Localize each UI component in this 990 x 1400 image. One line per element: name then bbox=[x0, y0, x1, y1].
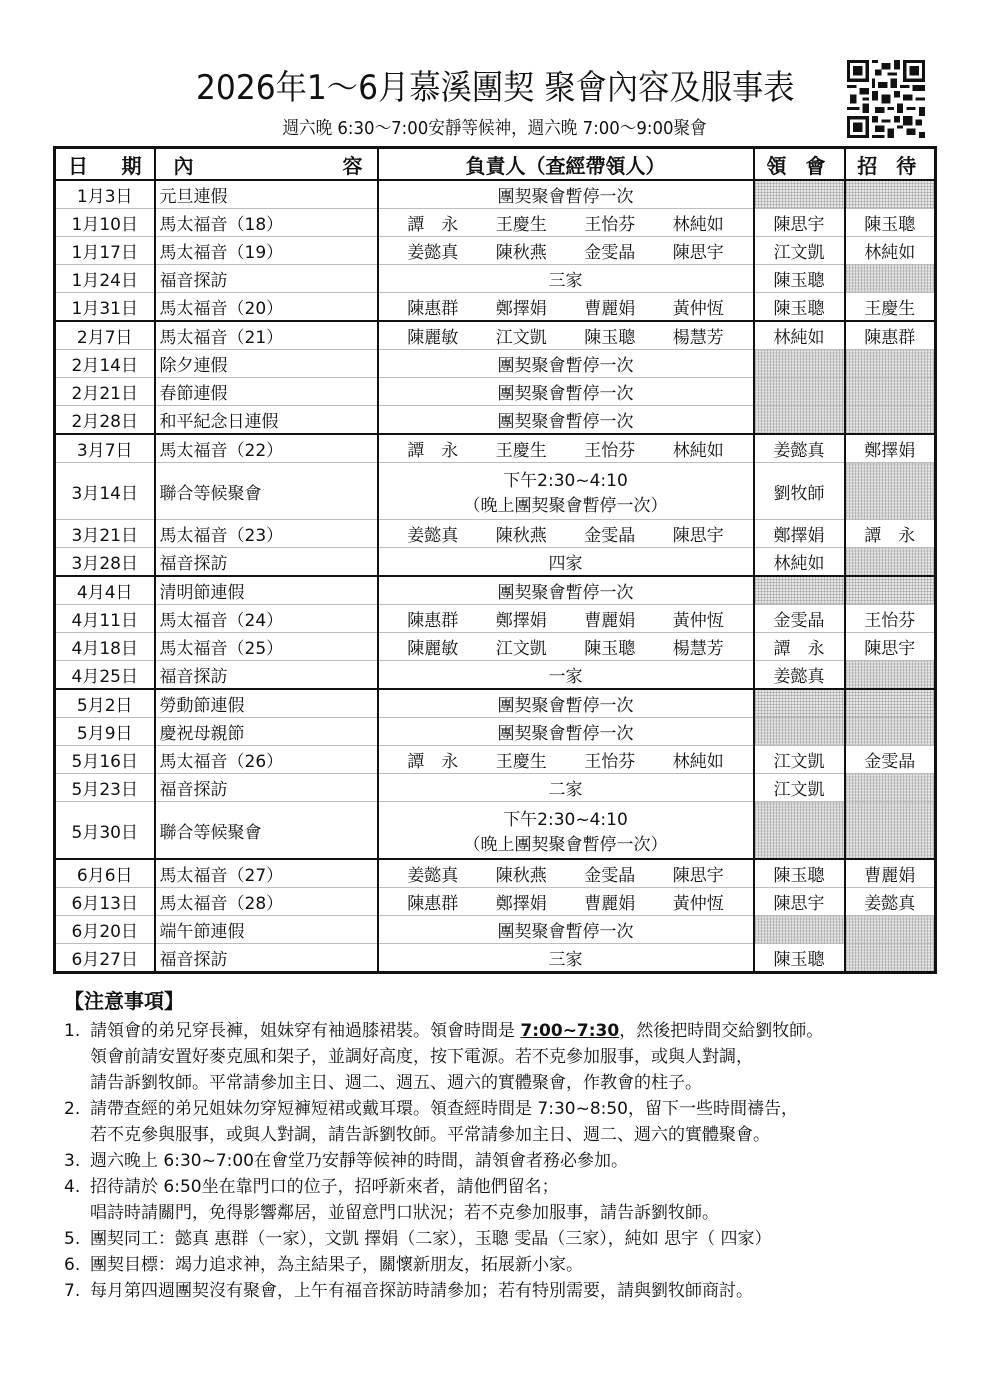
responsible-note: 下午2:30~4:10 bbox=[503, 810, 628, 830]
responsible-name: 姜懿真 bbox=[407, 866, 459, 886]
responsible-name: 姜懿真 bbox=[407, 526, 459, 546]
responsible-cell bbox=[378, 746, 754, 774]
table-header-row bbox=[55, 148, 936, 181]
note-item bbox=[64, 1226, 944, 1252]
host-cell bbox=[845, 576, 936, 605]
content-cell: 元旦連假 bbox=[155, 180, 378, 209]
table-row bbox=[55, 180, 936, 209]
responsible-name: 黃仲恆 bbox=[672, 299, 724, 319]
col-header-date-b: 期 bbox=[121, 153, 142, 178]
content-cell: 和平紀念日連假 bbox=[155, 406, 378, 435]
lead-cell: 鄭擇娟 bbox=[754, 520, 845, 548]
table-row bbox=[55, 661, 936, 690]
table-row bbox=[55, 265, 936, 293]
table-row bbox=[55, 463, 936, 520]
lead-cell: 江文凱 bbox=[754, 746, 845, 774]
responsible-name: 楊慧芳 bbox=[672, 639, 724, 659]
responsible-name: 江文凱 bbox=[495, 328, 547, 348]
responsible-name: 王慶生 bbox=[495, 441, 547, 461]
date-cell: 3月14日 bbox=[55, 463, 155, 520]
host-cell bbox=[845, 265, 936, 293]
responsible-note: 團契聚會暫停一次 bbox=[497, 724, 634, 744]
lead-cell: 林純如 bbox=[754, 321, 845, 350]
responsible-name: 陳秋燕 bbox=[495, 866, 547, 886]
responsible-cell bbox=[378, 209, 754, 237]
host-cell bbox=[845, 944, 936, 973]
note-item bbox=[64, 1148, 944, 1174]
table-row bbox=[55, 576, 936, 605]
host-cell bbox=[845, 406, 936, 435]
responsible-cell bbox=[378, 605, 754, 633]
responsible-names bbox=[379, 634, 753, 659]
content-cell: 除夕連假 bbox=[155, 350, 378, 378]
responsible-name: 譚 永 bbox=[407, 441, 459, 461]
table-row bbox=[55, 520, 936, 548]
date-cell: 4月11日 bbox=[55, 605, 155, 633]
host-cell bbox=[845, 180, 936, 209]
lead-cell bbox=[754, 802, 845, 860]
host-cell: 曹麗娟 bbox=[845, 859, 936, 888]
responsible-names bbox=[379, 606, 753, 631]
responsible-name: 王慶生 bbox=[495, 215, 547, 235]
host-cell bbox=[845, 916, 936, 944]
table-row bbox=[55, 718, 936, 746]
host-cell bbox=[845, 689, 936, 718]
date-cell: 1月24日 bbox=[55, 265, 155, 293]
date-cell: 5月16日 bbox=[55, 746, 155, 774]
responsible-cell bbox=[378, 350, 754, 378]
lead-cell bbox=[754, 576, 845, 605]
responsible-note: 團契聚會暫停一次 bbox=[497, 922, 634, 942]
content-cell: 馬太福音（20） bbox=[155, 293, 378, 322]
responsible-name: 陳玉聰 bbox=[584, 328, 636, 348]
date-cell: 2月21日 bbox=[55, 378, 155, 406]
responsible-note: 三家 bbox=[548, 950, 583, 970]
notes-section bbox=[64, 985, 944, 1304]
schedule-table bbox=[53, 146, 937, 974]
host-cell bbox=[845, 718, 936, 746]
content-cell: 福音探訪 bbox=[155, 774, 378, 802]
date-cell: 5月2日 bbox=[55, 689, 155, 718]
responsible-names bbox=[379, 210, 753, 235]
date-cell: 2月7日 bbox=[55, 321, 155, 350]
note-line: 唱詩時請關門，免得影響鄰居，並留意門口狀況；若不克參加服事，請告訴劉牧師。 bbox=[90, 1203, 719, 1223]
responsible-name: 曹麗娟 bbox=[584, 894, 636, 914]
lead-cell: 陳玉聰 bbox=[754, 293, 845, 322]
responsible-name: 黃仲恆 bbox=[672, 894, 724, 914]
host-cell bbox=[845, 463, 936, 520]
responsible-name: 陳惠群 bbox=[407, 611, 459, 631]
responsible-name: 姜懿真 bbox=[407, 243, 459, 263]
responsible-cell bbox=[378, 237, 754, 265]
col-header-date bbox=[55, 148, 155, 181]
date-cell: 5月9日 bbox=[55, 718, 155, 746]
date-cell: 5月30日 bbox=[55, 802, 155, 860]
lead-cell bbox=[754, 689, 845, 718]
content-cell: 馬太福音（26） bbox=[155, 746, 378, 774]
lead-cell bbox=[754, 180, 845, 209]
responsible-name: 陳玉聰 bbox=[584, 639, 636, 659]
page-subtitle bbox=[0, 114, 990, 140]
responsible-cell bbox=[378, 576, 754, 605]
responsible-name: 林純如 bbox=[672, 215, 724, 235]
responsible-cell bbox=[378, 859, 754, 888]
table-row bbox=[55, 321, 936, 350]
content-cell: 清明節連假 bbox=[155, 576, 378, 605]
table-row bbox=[55, 406, 936, 435]
host-cell bbox=[845, 661, 936, 690]
responsible-note: 團契聚會暫停一次 bbox=[497, 384, 634, 404]
lead-cell: 陳思宇 bbox=[754, 888, 845, 916]
lead-cell bbox=[754, 718, 845, 746]
responsible-names bbox=[379, 294, 753, 319]
table-row bbox=[55, 888, 936, 916]
responsible-note: 一家 bbox=[548, 667, 583, 687]
content-cell: 馬太福音（18） bbox=[155, 209, 378, 237]
responsible-cell bbox=[378, 434, 754, 463]
date-cell: 4月4日 bbox=[55, 576, 155, 605]
note-number: 5. bbox=[64, 1229, 81, 1249]
note-number: 2. bbox=[64, 1099, 81, 1119]
responsible-cell bbox=[378, 321, 754, 350]
note-item bbox=[64, 1278, 944, 1304]
lead-cell: 陳玉聰 bbox=[754, 944, 845, 973]
host-cell: 陳玉聰 bbox=[845, 209, 936, 237]
host-cell bbox=[845, 350, 936, 378]
table-row bbox=[55, 802, 936, 860]
responsible-name: 陳惠群 bbox=[407, 894, 459, 914]
table-row bbox=[55, 293, 936, 322]
responsible-names bbox=[379, 889, 753, 914]
responsible-names bbox=[379, 238, 753, 263]
responsible-name: 林純如 bbox=[672, 441, 724, 461]
content-cell: 福音探訪 bbox=[155, 265, 378, 293]
responsible-name: 陳麗敏 bbox=[407, 639, 459, 659]
content-cell: 聯合等候聚會 bbox=[155, 802, 378, 860]
responsible-cell bbox=[378, 180, 754, 209]
responsible-names bbox=[379, 521, 753, 546]
note-item bbox=[64, 1252, 944, 1278]
content-cell: 馬太福音（22） bbox=[155, 434, 378, 463]
host-cell: 王怡芬 bbox=[845, 605, 936, 633]
responsible-cell bbox=[378, 520, 754, 548]
host-cell: 譚 永 bbox=[845, 520, 936, 548]
lead-cell: 陳思宇 bbox=[754, 209, 845, 237]
lead-cell: 姜懿真 bbox=[754, 434, 845, 463]
table-row bbox=[55, 859, 936, 888]
host-cell bbox=[845, 378, 936, 406]
qr-code-icon bbox=[847, 60, 925, 138]
host-cell: 王慶生 bbox=[845, 293, 936, 322]
host-cell: 鄭擇娟 bbox=[845, 434, 936, 463]
table-row bbox=[55, 774, 936, 802]
table-row bbox=[55, 605, 936, 633]
responsible-name: 林純如 bbox=[672, 752, 724, 772]
responsible-note: 團契聚會暫停一次 bbox=[497, 583, 634, 603]
responsible-name: 王慶生 bbox=[495, 752, 547, 772]
date-cell: 5月23日 bbox=[55, 774, 155, 802]
col-header-content-a: 內 bbox=[173, 153, 194, 178]
responsible-name: 譚 永 bbox=[407, 215, 459, 235]
responsible-names bbox=[379, 747, 753, 772]
note-line: 週六晚上 6:30~7:00在會堂乃安靜等候神的時間，請領會者務必參加。 bbox=[90, 1151, 628, 1171]
responsible-note: 團契聚會暫停一次 bbox=[497, 412, 634, 432]
responsible-cell bbox=[378, 406, 754, 435]
note-number: 6. bbox=[64, 1255, 81, 1275]
content-cell: 馬太福音（23） bbox=[155, 520, 378, 548]
lead-cell: 陳玉聰 bbox=[754, 265, 845, 293]
table-row bbox=[55, 548, 936, 577]
title-text: 2026年1～6月慕溪團契 聚會內容及服事表 bbox=[195, 68, 795, 108]
responsible-cell bbox=[378, 718, 754, 746]
responsible-name: 鄭擇娟 bbox=[495, 299, 547, 319]
responsible-note: 四家 bbox=[548, 554, 583, 574]
responsible-note: 二家 bbox=[548, 780, 583, 800]
content-cell: 馬太福音（27） bbox=[155, 859, 378, 888]
responsible-cell bbox=[378, 944, 754, 973]
date-cell: 4月18日 bbox=[55, 633, 155, 661]
responsible-name: 曹麗娟 bbox=[584, 299, 636, 319]
note-number: 7. bbox=[64, 1281, 81, 1301]
responsible-name: 陳思宇 bbox=[672, 866, 724, 886]
date-cell: 6月20日 bbox=[55, 916, 155, 944]
table-row bbox=[55, 378, 936, 406]
col-header-lead: 領 會 bbox=[754, 148, 845, 181]
responsible-cell bbox=[378, 661, 754, 690]
host-cell bbox=[845, 774, 936, 802]
date-cell: 1月17日 bbox=[55, 237, 155, 265]
responsible-cell bbox=[378, 548, 754, 577]
note-number: 3. bbox=[64, 1151, 81, 1171]
responsible-note: 團契聚會暫停一次 bbox=[497, 356, 634, 376]
content-cell: 端午節連假 bbox=[155, 916, 378, 944]
date-cell: 1月3日 bbox=[55, 180, 155, 209]
content-cell: 馬太福音（21） bbox=[155, 321, 378, 350]
highlighted-time: 7:00~7:30 bbox=[520, 1021, 620, 1041]
responsible-name: 江文凱 bbox=[495, 639, 547, 659]
date-cell: 2月14日 bbox=[55, 350, 155, 378]
responsible-name: 陳秋燕 bbox=[495, 526, 547, 546]
col-header-content bbox=[155, 148, 378, 181]
host-cell: 陳思宇 bbox=[845, 633, 936, 661]
content-cell: 春節連假 bbox=[155, 378, 378, 406]
date-cell: 4月25日 bbox=[55, 661, 155, 690]
content-cell: 慶祝母親節 bbox=[155, 718, 378, 746]
responsible-cell bbox=[378, 293, 754, 322]
responsible-note: 團契聚會暫停一次 bbox=[497, 187, 634, 207]
responsible-name: 黃仲恆 bbox=[672, 611, 724, 631]
responsible-names bbox=[379, 436, 753, 461]
table-row bbox=[55, 209, 936, 237]
note-line: 請帶查經的弟兄姐妹勿穿短褲短裙或戴耳環。領查經時間是 7:30~8:50，留下一些時間禱告， bbox=[90, 1099, 798, 1119]
note-item bbox=[64, 1174, 944, 1226]
lead-cell: 江文凱 bbox=[754, 774, 845, 802]
table-row bbox=[55, 916, 936, 944]
col-header-content-b: 容 bbox=[342, 153, 363, 178]
responsible-name: 金雯晶 bbox=[584, 866, 636, 886]
responsible-name: 楊慧芳 bbox=[672, 328, 724, 348]
responsible-note-2: （晚上團契聚會暫停一次） bbox=[463, 496, 668, 516]
table-row bbox=[55, 689, 936, 718]
lead-cell: 姜懿真 bbox=[754, 661, 845, 690]
responsible-cell bbox=[378, 888, 754, 916]
note-item bbox=[64, 1018, 944, 1096]
note-line: 團契同工：懿真 惠群（一家），文凱 擇娟（二家），玉聰 雯晶（三家），純如 思宇（ 四家） bbox=[90, 1229, 772, 1249]
responsible-name: 譚 永 bbox=[407, 752, 459, 772]
date-cell: 1月10日 bbox=[55, 209, 155, 237]
host-cell bbox=[845, 548, 936, 577]
date-cell: 3月21日 bbox=[55, 520, 155, 548]
date-cell: 6月13日 bbox=[55, 888, 155, 916]
date-cell: 2月28日 bbox=[55, 406, 155, 435]
note-line: 領會前請安置好麥克風和架子，並調好高度，按下電源。若不克參加服事，或與人對調， bbox=[90, 1047, 753, 1067]
note-line: 請領會的弟兄穿長褲，姐妹穿有袖過膝裙裝。領會時間是 7:00~7:30，然後把時間交給劉牧師。 bbox=[90, 1021, 824, 1041]
responsible-cell bbox=[378, 463, 754, 520]
responsible-name: 王怡芬 bbox=[584, 752, 636, 772]
note-number: 4. bbox=[64, 1177, 81, 1197]
responsible-names bbox=[379, 323, 753, 348]
responsible-note: 三家 bbox=[548, 271, 583, 291]
content-cell: 福音探訪 bbox=[155, 661, 378, 690]
responsible-name: 陳思宇 bbox=[672, 243, 724, 263]
note-line: 請告訴劉牧師。平常請參加主日、週二、週五、週六的實體聚會，作教會的柱子。 bbox=[90, 1073, 702, 1093]
responsible-name: 陳秋燕 bbox=[495, 243, 547, 263]
content-cell: 馬太福音（25） bbox=[155, 633, 378, 661]
content-cell: 馬太福音（28） bbox=[155, 888, 378, 916]
lead-cell: 林純如 bbox=[754, 548, 845, 577]
responsible-cell bbox=[378, 689, 754, 718]
responsible-cell bbox=[378, 802, 754, 860]
content-cell: 福音探訪 bbox=[155, 944, 378, 973]
host-cell: 林純如 bbox=[845, 237, 936, 265]
note-line: 招待請於 6:50坐在靠門口的位子，招呼新來者，請他們留名； bbox=[90, 1177, 559, 1197]
lead-cell bbox=[754, 916, 845, 944]
responsible-cell bbox=[378, 774, 754, 802]
col-header-date-a: 日 bbox=[68, 153, 88, 178]
responsible-name: 王怡芬 bbox=[584, 215, 636, 235]
table-row bbox=[55, 434, 936, 463]
responsible-name: 陳麗敏 bbox=[407, 328, 459, 348]
responsible-name: 金雯晶 bbox=[584, 526, 636, 546]
date-cell: 3月7日 bbox=[55, 434, 155, 463]
responsible-name: 陳思宇 bbox=[672, 526, 724, 546]
responsible-names bbox=[379, 861, 753, 886]
subtitle-text: 週六晚 6:30～7:00安靜等候神，週六晚 7:00～9:00聚會 bbox=[282, 118, 708, 139]
responsible-name: 鄭擇娟 bbox=[495, 611, 547, 631]
host-cell: 姜懿真 bbox=[845, 888, 936, 916]
responsible-cell bbox=[378, 633, 754, 661]
page-title bbox=[0, 60, 990, 109]
responsible-cell bbox=[378, 265, 754, 293]
responsible-name: 曹麗娟 bbox=[584, 611, 636, 631]
col-header-host: 招 待 bbox=[845, 148, 936, 181]
responsible-name: 王怡芬 bbox=[584, 441, 636, 461]
table-row bbox=[55, 746, 936, 774]
content-cell: 聯合等候聚會 bbox=[155, 463, 378, 520]
table-row bbox=[55, 633, 936, 661]
host-cell bbox=[845, 802, 936, 860]
lead-cell bbox=[754, 378, 845, 406]
col-header-responsible: 負責人（查經帶領人） bbox=[378, 148, 754, 181]
lead-cell: 譚 永 bbox=[754, 633, 845, 661]
date-cell: 3月28日 bbox=[55, 548, 155, 577]
notes-heading: 【注意事項】 bbox=[64, 989, 184, 1013]
note-line: 若不克參與服事，或與人對調，請告訴劉牧師。平常請參加主日、週二、週六的實體聚會。 bbox=[90, 1125, 770, 1145]
date-cell: 6月6日 bbox=[55, 859, 155, 888]
note-line: 每月第四週團契沒有聚會，上午有福音探訪時請參加；若有特別需要，請與劉牧師商討。 bbox=[90, 1281, 753, 1301]
responsible-cell bbox=[378, 378, 754, 406]
host-cell: 陳惠群 bbox=[845, 321, 936, 350]
responsible-cell bbox=[378, 916, 754, 944]
lead-cell: 江文凱 bbox=[754, 237, 845, 265]
date-cell: 1月31日 bbox=[55, 293, 155, 322]
responsible-note: 下午2:30~4:10 bbox=[503, 471, 628, 491]
responsible-name: 鄭擇娟 bbox=[495, 894, 547, 914]
host-cell: 金雯晶 bbox=[845, 746, 936, 774]
content-cell: 馬太福音（24） bbox=[155, 605, 378, 633]
lead-cell bbox=[754, 406, 845, 435]
lead-cell: 金雯晶 bbox=[754, 605, 845, 633]
table-row bbox=[55, 944, 936, 973]
table-row bbox=[55, 350, 936, 378]
responsible-name: 陳惠群 bbox=[407, 299, 459, 319]
responsible-name: 金雯晶 bbox=[584, 243, 636, 263]
note-number: 1. bbox=[64, 1021, 81, 1041]
table-row bbox=[55, 237, 936, 265]
content-cell: 馬太福音（19） bbox=[155, 237, 378, 265]
note-item bbox=[64, 1096, 944, 1148]
content-cell: 福音探訪 bbox=[155, 548, 378, 577]
lead-cell: 陳玉聰 bbox=[754, 859, 845, 888]
date-cell: 6月27日 bbox=[55, 944, 155, 973]
content-cell: 勞動節連假 bbox=[155, 689, 378, 718]
responsible-note: 團契聚會暫停一次 bbox=[497, 696, 634, 716]
lead-cell: 劉牧師 bbox=[754, 463, 845, 520]
note-line: 團契目標：竭力追求神，為主結果子，關懷新朋友，拓展新小家。 bbox=[90, 1255, 583, 1275]
responsible-note-2: （晚上團契聚會暫停一次） bbox=[463, 835, 668, 855]
lead-cell bbox=[754, 350, 845, 378]
